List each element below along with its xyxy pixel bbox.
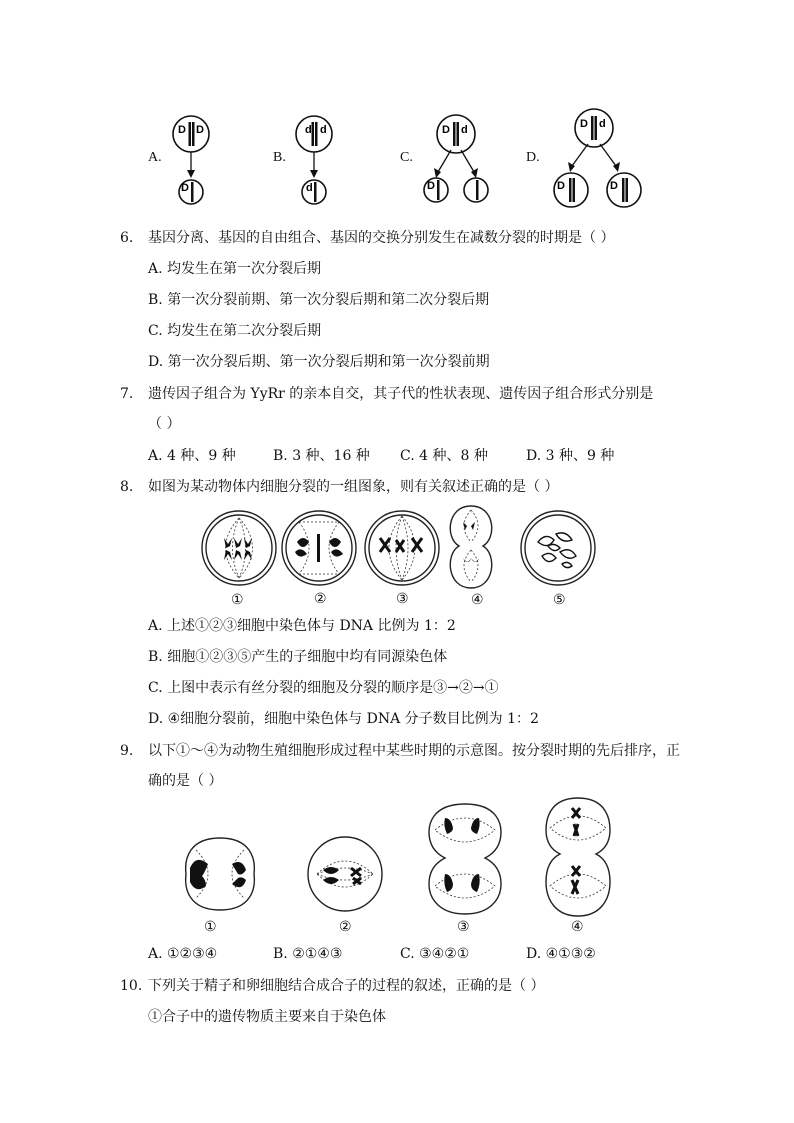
q5-option-c-diagram (418, 110, 498, 210)
q9-option-a[interactable]: A. ①②③④ (148, 946, 218, 962)
q7-stem: 遗传因子组合为 YyRr 的亲本自交，其子代的性状表现、遗传因子组合形式分别是 (148, 386, 654, 402)
q5-option-b-diagram (290, 112, 350, 212)
q8-cell-2 (279, 508, 359, 588)
q5-d-bottom-left-allele: D (557, 180, 565, 192)
q9-option-b[interactable]: B. ②①④③ (273, 946, 343, 962)
q8-cell-1 (200, 508, 280, 588)
q5-option-a-diagram (165, 112, 225, 212)
q7-number: 7. (120, 386, 134, 402)
q10-item-1[interactable]: ①合子中的遗传物质主要来自于染色体 (148, 1009, 386, 1025)
q9-label-1: ① (204, 919, 217, 935)
q9-number: 9. (120, 743, 134, 759)
q5-a-top-right-allele: D (196, 124, 204, 136)
q8-label-3: ③ (396, 591, 409, 607)
q5-option-a-label[interactable]: A. (148, 150, 162, 165)
q5-d-top-left-allele: D (580, 118, 588, 130)
q5-b-top-left-allele: d (305, 124, 312, 136)
q8-option-c[interactable]: C. 上图中表示有丝分裂的细胞及分裂的顺序是③→②→① (148, 680, 499, 696)
q5-option-d-label[interactable]: D. (526, 150, 540, 165)
q7-stem-cont: （ ） (148, 416, 181, 432)
q6-option-c[interactable]: C. 均发生在第二次分裂后期 (148, 323, 322, 339)
q7-option-d[interactable]: D. 3 种、9 种 (526, 448, 615, 464)
q9-label-2: ② (339, 919, 352, 935)
q8-option-d[interactable]: D. ④细胞分裂前，细胞中染色体与 DNA 分子数目比例为 1：2 (148, 711, 539, 727)
q5-c-top-left-allele: D (442, 124, 450, 136)
q9-option-c[interactable]: C. ③④②① (400, 946, 470, 962)
q5-c-top-right-allele: d (461, 124, 468, 136)
q9-label-4: ④ (571, 919, 584, 935)
q6-option-d[interactable]: D. 第一次分裂后期、第一次分裂后期和第一次分裂前期 (148, 354, 490, 370)
q8-option-b[interactable]: B. 细胞①②③⑤产生的子细胞中均有同源染色体 (148, 649, 448, 665)
q10-number: 10. (120, 978, 143, 994)
q5-d-bottom-right-allele: D (610, 180, 618, 192)
q8-option-a[interactable]: A. 上述①②③细胞中染色体与 DNA 比例为 1：2 (148, 618, 456, 634)
q9-stem-cont: 确的是（ ） (148, 773, 223, 789)
q5-a-bottom-allele: D (181, 182, 189, 194)
q5-option-b-label[interactable]: B. (273, 150, 286, 165)
q8-cell-4 (441, 502, 501, 592)
q9-option-d[interactable]: D. ④①③② (526, 946, 596, 962)
q8-cell-5 (518, 508, 598, 588)
q8-cell-3 (362, 508, 442, 588)
q10-stem: 下列关于精子和卵细胞结合成合子的过程的叙述，正确的是（ ） (148, 978, 545, 994)
q8-number: 8. (120, 479, 134, 495)
q5-c-bottom-left-allele: D (427, 180, 435, 192)
q6-option-b[interactable]: B. 第一次分裂前期、第一次分裂后期和第二次分裂后期 (148, 292, 490, 308)
q5-b-top-right-allele: d (320, 124, 327, 136)
q6-option-a[interactable]: A. 均发生在第一次分裂后期 (148, 261, 322, 277)
q5-option-c-label[interactable]: C. (400, 150, 413, 165)
q5-a-top-left-allele: D (178, 124, 186, 136)
q9-stem: 以下①～④为动物生殖细胞形成过程中某些时期的示意图。按分裂时期的先后排序，正 (148, 743, 680, 759)
q8-stem: 如图为某动物体内细胞分裂的一组图象，则有关叙述正确的是（ ） (148, 479, 559, 495)
q5-option-d-diagram (546, 106, 650, 212)
q7-option-b[interactable]: B. 3 种、16 种 (273, 448, 370, 464)
q8-label-5: ⑤ (553, 592, 566, 608)
q6-number: 6. (120, 230, 134, 246)
q8-label-2: ② (314, 591, 327, 607)
q7-option-c[interactable]: C. 4 种、8 种 (400, 448, 488, 464)
q9-cell-1 (180, 834, 260, 914)
q5-d-top-right-allele: d (599, 118, 606, 130)
q6-stem: 基因分离、基因的自由组合、基因的交换分别发生在减数分裂的时期是（ ） (148, 230, 615, 246)
q9-cell-2 (305, 834, 385, 914)
q9-label-3: ③ (457, 919, 470, 935)
q7-option-a[interactable]: A. 4 种、9 种 (148, 448, 236, 464)
q9-cell-4 (542, 794, 614, 920)
q8-label-1: ① (231, 592, 244, 608)
q8-label-4: ④ (471, 592, 484, 608)
q5-b-bottom-allele: d (306, 182, 313, 194)
q9-cell-3 (425, 800, 505, 920)
